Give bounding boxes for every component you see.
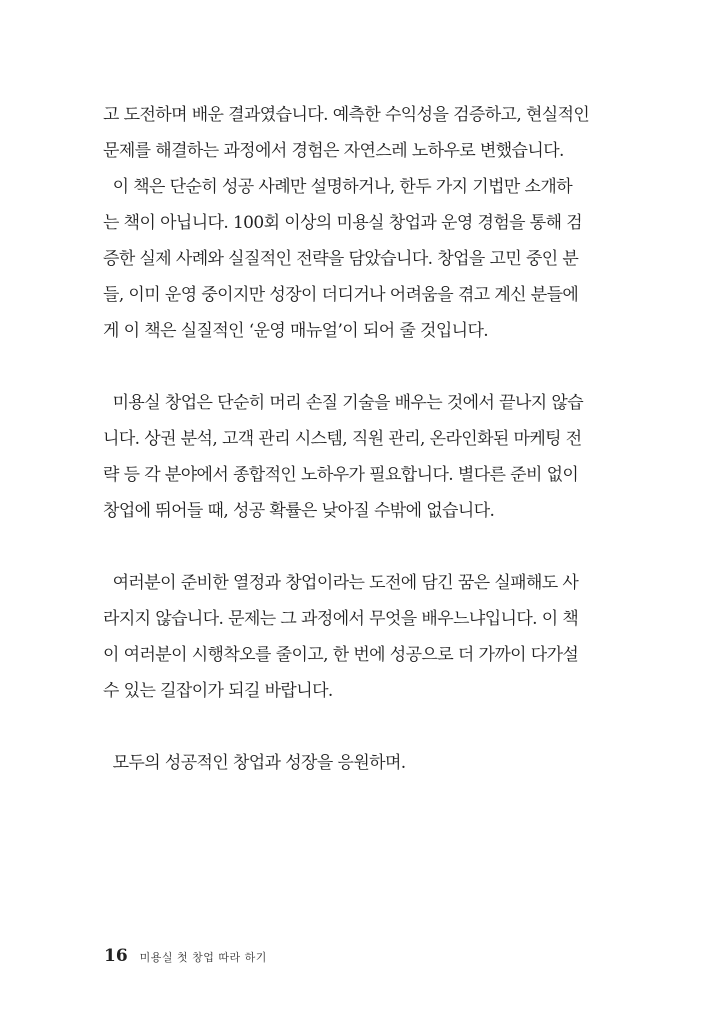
paragraph-gap	[103, 349, 618, 385]
text-line: 는 책이 아닙니다. 100회 이상의 미용실 창업과 운영 경험을 통해 검	[103, 213, 583, 233]
text-line: 이 책은 단순히 성공 사례만 설명하거나, 한두 가지 기법만 소개하	[103, 177, 573, 197]
body-text	[103, 97, 618, 781]
running-title: 미용실 첫 창업 따라 하기	[139, 951, 267, 964]
text-line: 게 이 책은 실질적인 ‘운영 매뉴얼’이 되어 줄 것입니다.	[103, 321, 489, 341]
page-footer	[104, 946, 267, 966]
text-line: 략 등 각 분야에서 종합적인 노하우가 필요합니다. 별다른 준비 없이	[103, 465, 579, 485]
paragraph	[103, 169, 618, 349]
text-line: 고 도전하며 배운 결과였습니다. 예측한 수익성을 검증하고, 현실적인	[103, 105, 590, 125]
paragraph-gap	[103, 709, 618, 745]
text-line: 증한 실제 사례와 실질적인 전략을 담았습니다. 창업을 고민 중인 분	[103, 249, 579, 269]
text-line: 수 있는 길잡이가 되길 바랍니다.	[103, 681, 333, 701]
text-line: 창업에 뛰어들 때, 성공 확률은 낮아질 수밖에 없습니다.	[103, 501, 495, 521]
paragraph	[103, 565, 618, 709]
text-line: 문제를 해결하는 과정에서 경험은 자연스레 노하우로 변했습니다.	[103, 141, 564, 161]
paragraph-gap	[103, 529, 618, 565]
paragraph	[103, 745, 618, 781]
text-line: 여러분이 준비한 열정과 창업이라는 도전에 담긴 꿈은 실패해도 사	[103, 573, 579, 593]
text-line: 이 여러분이 시행착오를 줄이고, 한 번에 성공으로 더 가까이 다가설	[103, 645, 579, 665]
text-line: 들, 이미 운영 중이지만 성장이 더디거나 어려움을 겪고 계신 분들에	[103, 285, 579, 305]
paragraph	[103, 97, 618, 169]
text-line: 미용실 창업은 단순히 머리 손질 기술을 배우는 것에서 끝나지 않습	[103, 393, 584, 413]
paragraph	[103, 385, 618, 529]
page-number: 16	[104, 946, 128, 966]
text-line: 라지지 않습니다. 문제는 그 과정에서 무엇을 배우느냐입니다. 이 책	[103, 609, 579, 629]
text-line: 모두의 성공적인 창업과 성장을 응원하며.	[103, 753, 406, 773]
text-line: 니다. 상권 분석, 고객 관리 시스템, 직원 관리, 온라인화된 마케팅 전	[103, 429, 582, 449]
